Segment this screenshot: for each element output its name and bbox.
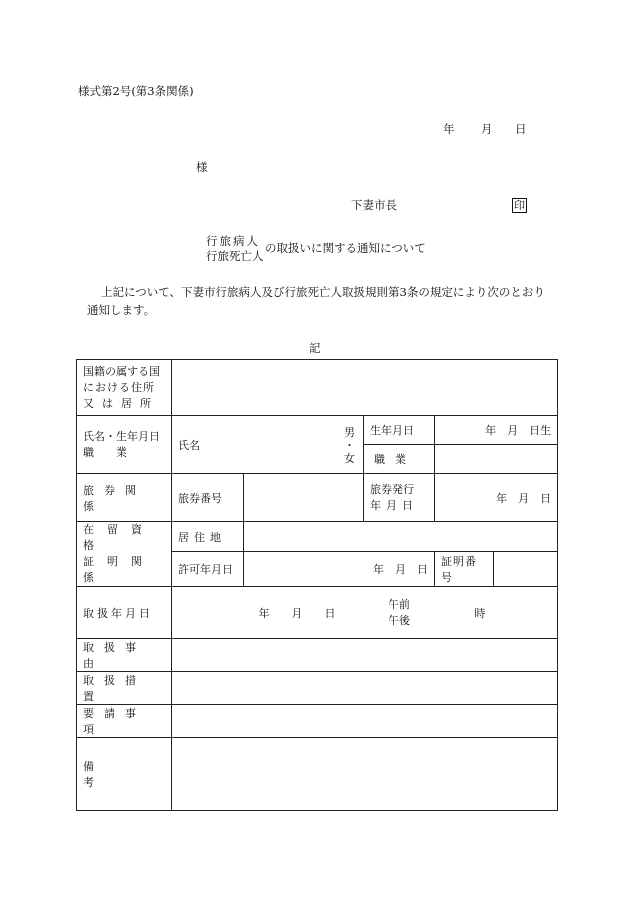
hour-label: 時 [474, 606, 486, 620]
handling-date-value[interactable]: 年 月 日 [172, 587, 364, 639]
ki-mark: 記 [309, 341, 321, 355]
ampm-pm[interactable]: 午後 [388, 613, 410, 627]
address-field[interactable] [172, 360, 558, 416]
sex-female[interactable]: 女 [344, 452, 355, 465]
name-label-line-2: 職業 [83, 445, 149, 459]
ampm-options[interactable] [364, 587, 435, 639]
cert-no-field[interactable] [494, 552, 558, 587]
reason-label: 取扱事由 [77, 639, 172, 672]
reason-field[interactable] [172, 639, 558, 672]
job-label: 職業 [364, 445, 435, 474]
passport-issue-label-line-2: 年月日 [370, 498, 418, 512]
name-field-label: 氏名 [178, 438, 200, 452]
request-field[interactable] [172, 705, 558, 738]
measures-label: 取扱措置 [77, 672, 172, 705]
body-line-2: 通知します。 [87, 303, 156, 317]
name-label-line-1: 氏名・生年月日 [83, 429, 160, 443]
date-day: 日 [515, 122, 527, 136]
residence-field[interactable] [244, 522, 558, 552]
sender-name: 下妻市長 [351, 198, 397, 212]
name-label [77, 416, 172, 474]
addressee-suffix: 様 [196, 160, 208, 174]
passport-no-label: 旅券番号 [172, 474, 244, 522]
permit-date-label: 許可年月日 [172, 552, 244, 587]
measures-field[interactable] [172, 672, 558, 705]
job-field[interactable] [435, 445, 558, 474]
permit-date-value[interactable]: 年 月 日 [244, 552, 435, 587]
handling-date-label: 取扱年月日 [77, 587, 172, 639]
address-label-line-1: 国籍の属する国 [83, 364, 160, 378]
remarks-field[interactable] [172, 738, 558, 811]
address-label [77, 360, 172, 416]
birth-value[interactable]: 年 月 日生 [435, 416, 558, 445]
body-line-1: 上記について、下妻市行旅病人及び行旅死亡人取扱規則第3条の規定により次のとおり [101, 285, 545, 299]
passport-issue-label-line-1: 旅券発行 [370, 482, 414, 496]
name-field[interactable] [172, 416, 364, 474]
seal-mark: 印 [514, 199, 525, 212]
passport-label: 旅券関係 [77, 474, 172, 522]
form-table [76, 359, 558, 811]
passport-issue-value[interactable]: 年 月 日 [435, 474, 558, 522]
date-month: 月 [481, 122, 493, 136]
passport-no-field[interactable] [244, 474, 364, 522]
sex-male[interactable]: 男 [344, 426, 355, 439]
birth-label: 生年月日 [364, 416, 435, 445]
hour-field[interactable] [435, 587, 558, 639]
ampm-am[interactable]: 午前 [388, 597, 410, 611]
address-label-line-2: における住所 [83, 380, 155, 394]
form-number: 様式第2号(第3条関係) [78, 84, 194, 98]
remarks-label: 備考 [77, 738, 172, 811]
cert-no-label: 証明番号 [435, 552, 494, 587]
sex-dot: ・ [344, 439, 355, 452]
passport-issue-label [364, 474, 435, 522]
residence-label: 居住地 [172, 522, 244, 552]
subject-bottom: 行旅死亡人 [206, 249, 264, 263]
subject-top: 行旅病人 [206, 234, 260, 248]
status-label [77, 522, 172, 587]
sex-options[interactable] [344, 426, 355, 465]
subject-tail: の取扱いに関する通知について [265, 241, 426, 255]
request-label: 要請事項 [77, 705, 172, 738]
status-label-line-2: 証明関係 [83, 555, 155, 584]
status-label-line-1: 在留資格 [83, 523, 155, 552]
date-year: 年 [443, 122, 455, 136]
address-label-line-3: 又は居所 [83, 396, 159, 410]
